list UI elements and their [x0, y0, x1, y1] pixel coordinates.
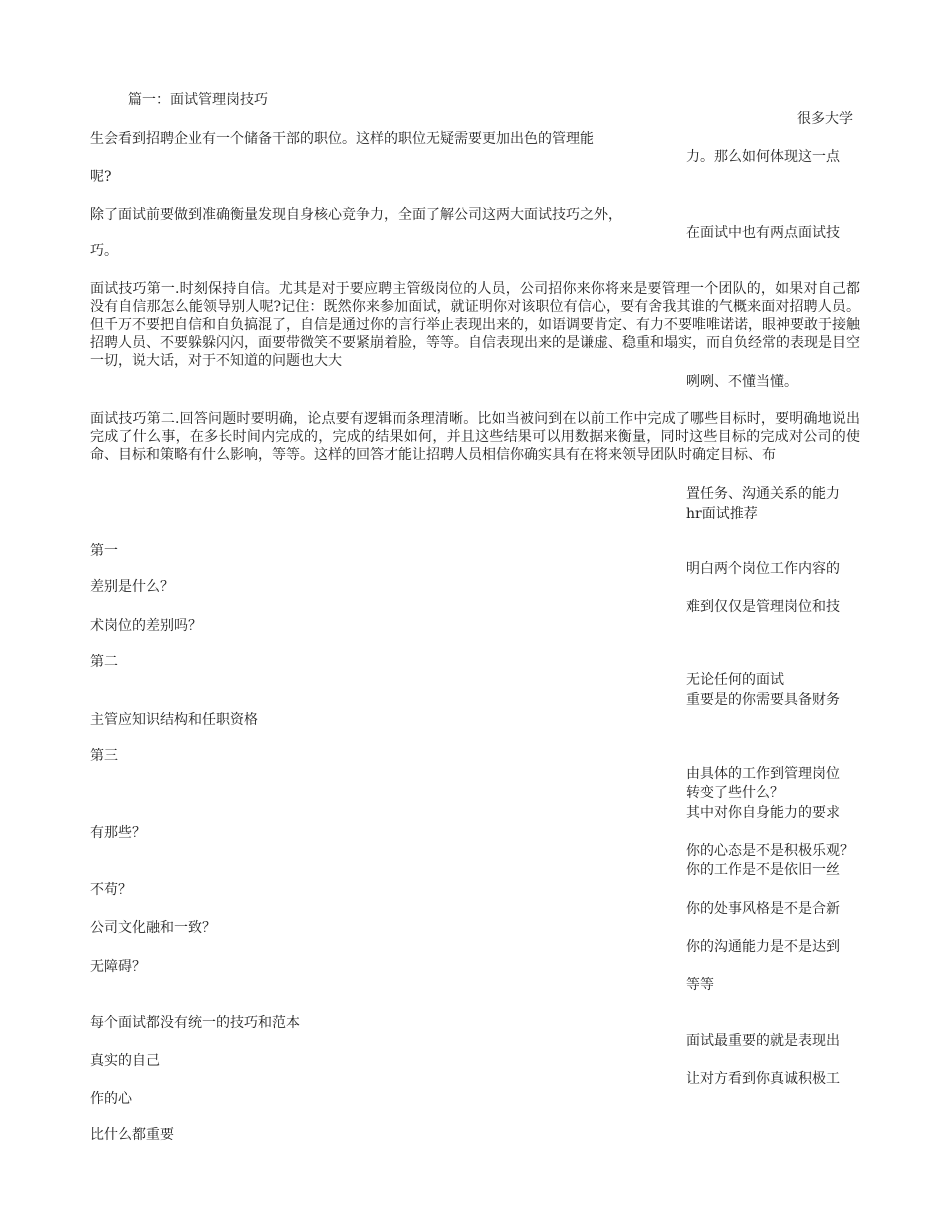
right-fragment: 咧咧、不懂当懂。	[686, 374, 798, 390]
body-line: 生会看到招聘企业有一个储备干部的职位。这样的职位无疑需要更加出色的管理能	[90, 131, 594, 147]
right-fragment: 置任务、沟通关系的能力	[686, 486, 840, 502]
section-label: 第三	[90, 748, 118, 764]
body-line: 真实的自己	[90, 1053, 160, 1069]
body-line: 公司文化融和一致？	[90, 920, 216, 936]
right-fragment: 由具体的工作到管理岗位	[686, 766, 840, 782]
right-fragment: 你的沟通能力是不是达到	[686, 939, 840, 955]
document-heading: 篇一：面试管理岗技巧	[128, 92, 268, 108]
body-line: 有那些？	[90, 825, 146, 841]
right-fragment: 重要是的你需要具备财务	[686, 692, 840, 708]
body-line: 无障碍？	[90, 959, 146, 975]
right-fragment: 很多大学	[797, 111, 853, 127]
right-fragment: 你的心态是不是积极乐观？	[686, 843, 854, 859]
right-fragment: 转变了些什么？	[686, 785, 784, 801]
paragraph-tip-two: 面试技巧第二.回答问题时要明确，论点要有逻辑而条理清晰。比如当被问到在以前工作中完成了哪些目标时，要明确地说出完成了什么事，在多长时间内完成的，完成的结果如何，并且这些结果可以用数据来衡量，同时这些目标的完成对公司的使命、目标和策略有什么影响，等等。这样的回答才能让招聘人员相信你确实具有在将来领导团队时确定目标、布	[90, 411, 860, 463]
right-fragment: hr面试推荐	[686, 506, 758, 522]
section-label: 第一	[90, 543, 118, 559]
right-fragment: 难到仅仅是管理岗位和技	[686, 599, 840, 615]
body-line: 呢?	[90, 169, 112, 185]
body-line: 比什么都重要	[90, 1127, 174, 1143]
body-line: 差别是什么？	[90, 579, 174, 595]
right-fragment: 面试最重要的就是表现出	[686, 1033, 840, 1049]
body-line: 巧。	[90, 243, 118, 259]
right-fragment: 在面试中也有两点面试技	[686, 225, 840, 241]
body-line: 主管应知识结构和任职资格	[90, 712, 258, 728]
right-fragment: 力。那么如何体现这一点	[686, 149, 840, 165]
body-line: 每个面试都没有统一的技巧和范本	[90, 1015, 300, 1031]
body-line: 作的心	[90, 1091, 132, 1107]
right-fragment: 等等	[686, 977, 714, 993]
right-fragment: 明白两个岗位工作内容的	[686, 561, 840, 577]
right-fragment: 你的工作是不是依旧一丝	[686, 862, 840, 878]
right-fragment: 让对方看到你真诚积极工	[686, 1071, 840, 1087]
right-fragment: 你的处事风格是不是合新	[686, 901, 840, 917]
right-fragment: 无论任何的面试	[686, 672, 784, 688]
section-label: 第二	[90, 654, 118, 670]
body-line: 不苟？	[90, 882, 132, 898]
body-line: 除了面试前要做到准确衡量发现自身核心竞争力，全面了解公司这两大面试技巧之外，	[90, 207, 622, 223]
paragraph-tip-one: 面试技巧第一.时刻保持自信。尤其是对于要应聘主管级岗位的人员，公司招你来你将来是要管理一个团队的，如果对自己都没有自信那怎么能领导别人呢?记住：既然你来参加面试，就证明你对该职位有信心，要有舍我其谁的气概来面对招聘人员。但千万不要把自信和自负搞混了，自信是通过你的言行举止表现出来的，如语调要肯定、有力不要唯唯诺诺，眼神要敢于接触招聘人员、不要躲躲闪闪，面要带微笑不要紧崩着脸，等等。自信表现出来的是谦虚、稳重和塌实，而自负经常的表现是目空一切，说大话，对于不知道的问题也大大	[90, 281, 860, 369]
right-fragment: 其中对你自身能力的要求	[686, 805, 840, 821]
body-line: 术岗位的差别吗？	[90, 618, 202, 634]
